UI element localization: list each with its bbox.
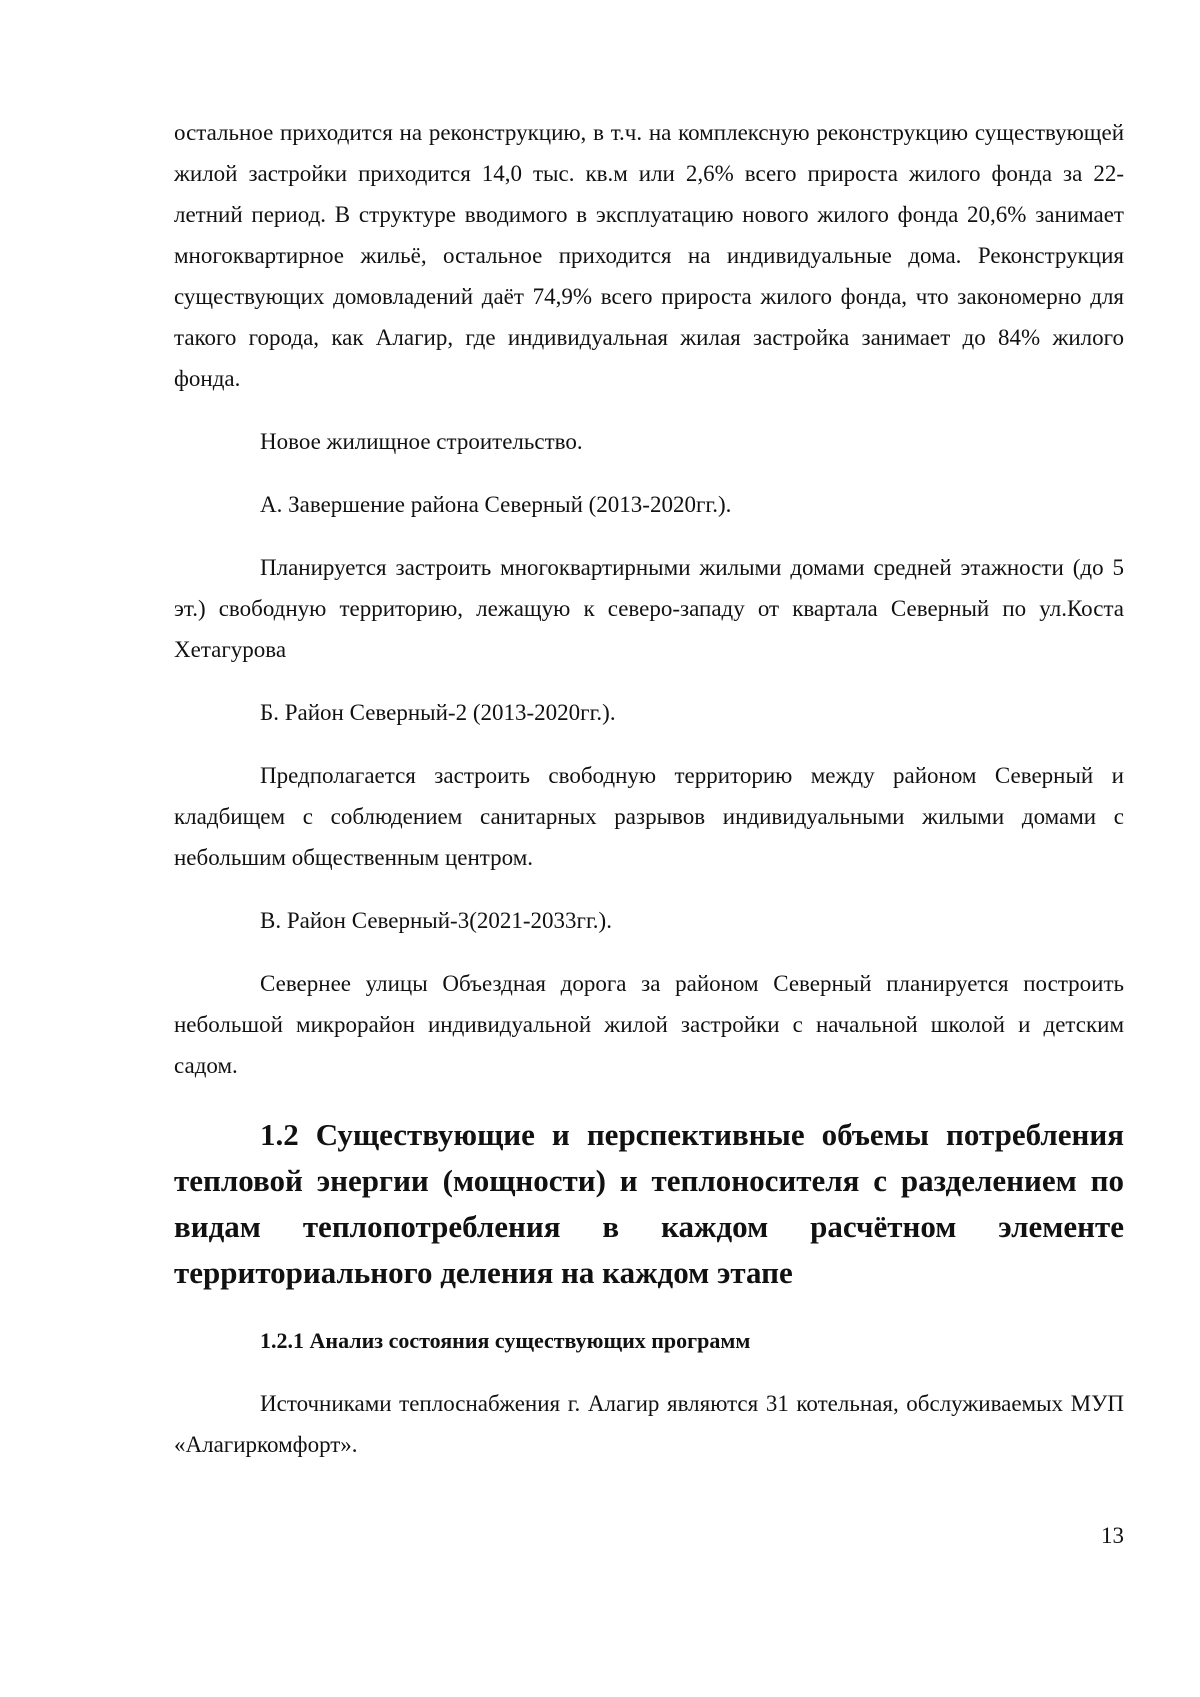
paragraph-district-severny-plan: Планируется застроить многоквартирными жилыми домами средней этажности (до 5 эт.) свободную территорию, лежащую к северо-западу от квартала Северный по ул.Коста Хетагурова <box>174 555 1124 662</box>
paragraph-district-severny-2-plan: Предполагается застроить свободную территорию между районом Северный и кладбищем с соблюдением санитарных разрывов индивидуальными жилыми домами с небольшим общественным центром. <box>174 763 1124 870</box>
paragraph-district-severny-3-plan: Севернее улицы Объездная дорога за районом Северный планируется построить небольшой микрорайон индивидуальной жилой застройки с начальной школой и детским садом. <box>174 971 1124 1078</box>
paragraph-housing-structure: остальное приходится на реконструкцию, в т.ч. на комплексную реконструкцию существующей жилой застройки приходится 14,0 тыс. кв.м или 2,6% всего прироста жилого фонда за 22-летний период. В структуре вводимого в эксплуатацию нового жилого фонда 20,6% занимает многоквартирное жильё, остальное приходится на индивидуальные дома. Реконструкция существующих домовладений даёт 74,9% всего прироста жилого фонда, что закономерно для такого города, как Алагир, где индивидуальная жилая застройка занимает до 84% жилого фонда. <box>174 120 1124 391</box>
page-number: 13 <box>1101 1523 1124 1548</box>
page-content <box>174 112 1124 1465</box>
paragraph-district-severny-title: А. Завершение района Северный (2013-2020гг.). <box>260 492 732 517</box>
paragraph-heat-sources: Источниками теплоснабжения г. Алагир являются 31 котельная, обслуживаемых МУП «Алагиркомфорт». <box>174 1391 1124 1457</box>
paragraph-district-severny-2-title: Б. Район Северный-2 (2013-2020гг.). <box>260 700 616 725</box>
subsection-heading-1-2-1: 1.2.1 Анализ состояния существующих программ <box>260 1328 751 1353</box>
paragraph-new-construction: Новое жилищное строительство. <box>260 429 583 454</box>
section-heading-1-2: 1.2 Существующие и перспективные объемы потребления тепловой энергии (мощности) и теплоносителя с разделением по видам теплопотребления в каждом расчётном элементе территориального деления на каждом этапе <box>174 1117 1124 1290</box>
paragraph-district-severny-3-title: В. Район Северный-3(2021-2033гг.). <box>260 908 612 933</box>
